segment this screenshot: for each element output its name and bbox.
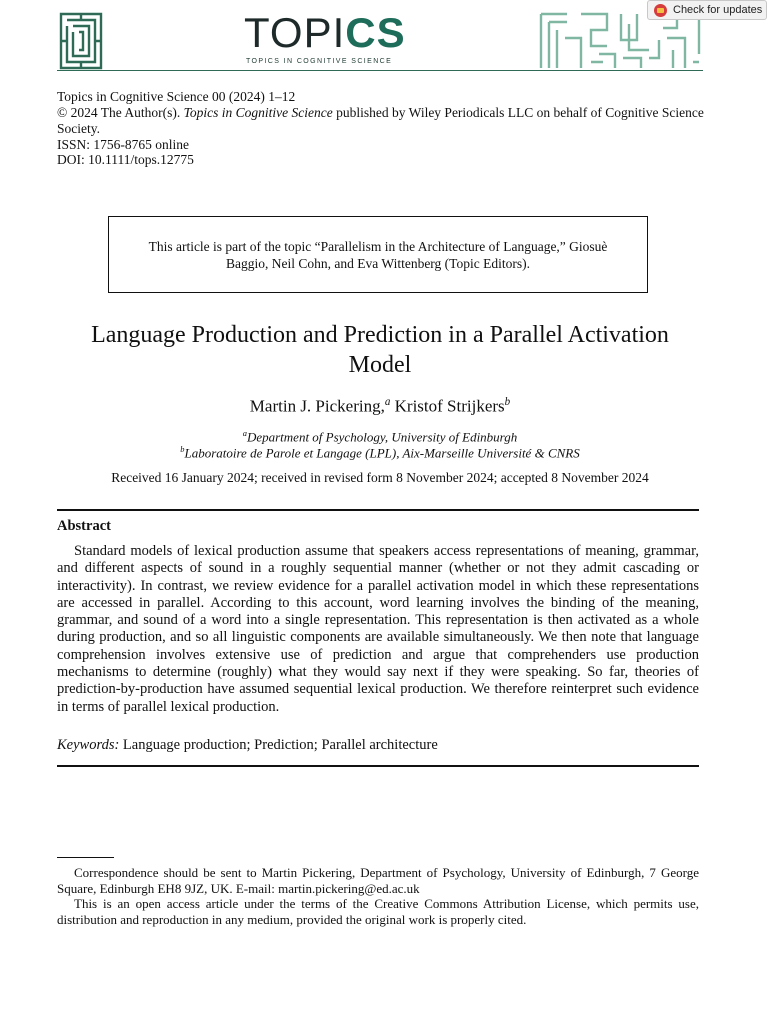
topic-note-text: This article is part of the topic “Parallelism in the Architecture of Language,” Giosuè Baggio, Neil Cohn, and Eva Wittenberg (Topic Editors).: [148, 238, 608, 271]
affiliation-text: Department of Psychology, University of Edinburgh: [246, 429, 518, 445]
affiliation-mark: a: [242, 428, 247, 438]
topic-note-box: [108, 216, 648, 293]
abstract-heading: Abstract: [57, 518, 111, 534]
journal-logo: [244, 9, 406, 56]
author-list: [57, 396, 703, 417]
license-footnote: This is an open access article under the terms of the Creative Commons Attribution License, which permits use, distribution and reproduction in any medium, provided the original work is properly cited.: [57, 896, 699, 927]
logo-text-accent: CS: [345, 9, 406, 56]
copyright-prefix: © 2024 The Author(s).: [57, 105, 184, 120]
received-dates: Received 16 January 2024; received in revised form 8 November 2024; accepted 8 November 2024: [111, 470, 649, 485]
author-name: Kristof Strijkers: [394, 396, 505, 416]
author-affiliation-mark: b: [504, 396, 511, 408]
keywords-text: Language production; Prediction; Parallel architecture: [119, 737, 438, 753]
header-rule: [57, 70, 703, 71]
abstract-bottom-rule: [57, 765, 699, 767]
crossmark-icon: [654, 4, 667, 17]
copyright-line: [57, 105, 707, 136]
keywords-label: Keywords:: [57, 737, 120, 753]
logo-text-dark: TOPI: [244, 9, 346, 56]
keywords-line: [57, 737, 699, 754]
author-affiliation-mark: a: [384, 396, 391, 408]
abstract-top-rule: [57, 509, 699, 511]
journal-citation: Topics in Cognitive Science 00 (2024) 1–12: [57, 89, 296, 104]
affiliation-text: Laboratoire de Parole et Langage (LPL), Aix-Marseille Université & CNRS: [184, 445, 580, 461]
copyright-suffix: published by Wiley Periodicals LLC on behalf of Cognitive Science Society.: [57, 105, 704, 136]
check-for-updates-label: Check for updates: [673, 4, 763, 16]
check-for-updates-button[interactable]: [647, 0, 767, 20]
affiliation-a: [57, 428, 703, 445]
doi-link[interactable]: DOI: 10.1111/tops.12775: [57, 152, 194, 167]
footnote-rule: [57, 857, 114, 858]
affiliation-mark: b: [180, 444, 185, 454]
copyright-journal: Topics in Cognitive Science: [183, 105, 333, 120]
article-title: Language Production and Prediction in a Parallel Activation Model: [91, 322, 669, 378]
issn: ISSN: 1756-8765 online: [57, 137, 190, 152]
maze-logo-icon: [57, 10, 105, 72]
correspondence-footnote: Correspondence should be sent to Martin Pickering, Department of Psychology, University of Edinburgh, 7 George Square, Edinburgh EH8 9JZ, UK. E-mail: martin.pickering@ed.ac.uk: [57, 865, 699, 896]
author-name: Martin J. Pickering,: [249, 396, 385, 416]
abstract-text: Standard models of lexical production assume that speakers access representations of meaning, grammar, and different aspects of sound in a roughly sequential manner (whether or not they admit cascading or interactivity). In contrast, we review evidence for a parallel activation model in which these representations are accessed in parallel. According to this account, word learning involves the binding of the meaning, grammar, and sound of a word into a single representation. This representation is then activated as a whole during production, and so all linguistic components are available simultaneously. We then note that language comprehension involves extensive use of prediction and argue that comprehenders use production mechanisms to determine (roughly) what they would say next if they were speaking. So far, theories of prediction-by-production have assumed sequential lexical production. We therefore reinterpret such evidence in terms of parallel lexical production.: [57, 543, 699, 715]
affiliation-b: [57, 444, 703, 461]
logo-subtitle: TOPICS IN COGNITIVE SCIENCE: [246, 58, 393, 65]
